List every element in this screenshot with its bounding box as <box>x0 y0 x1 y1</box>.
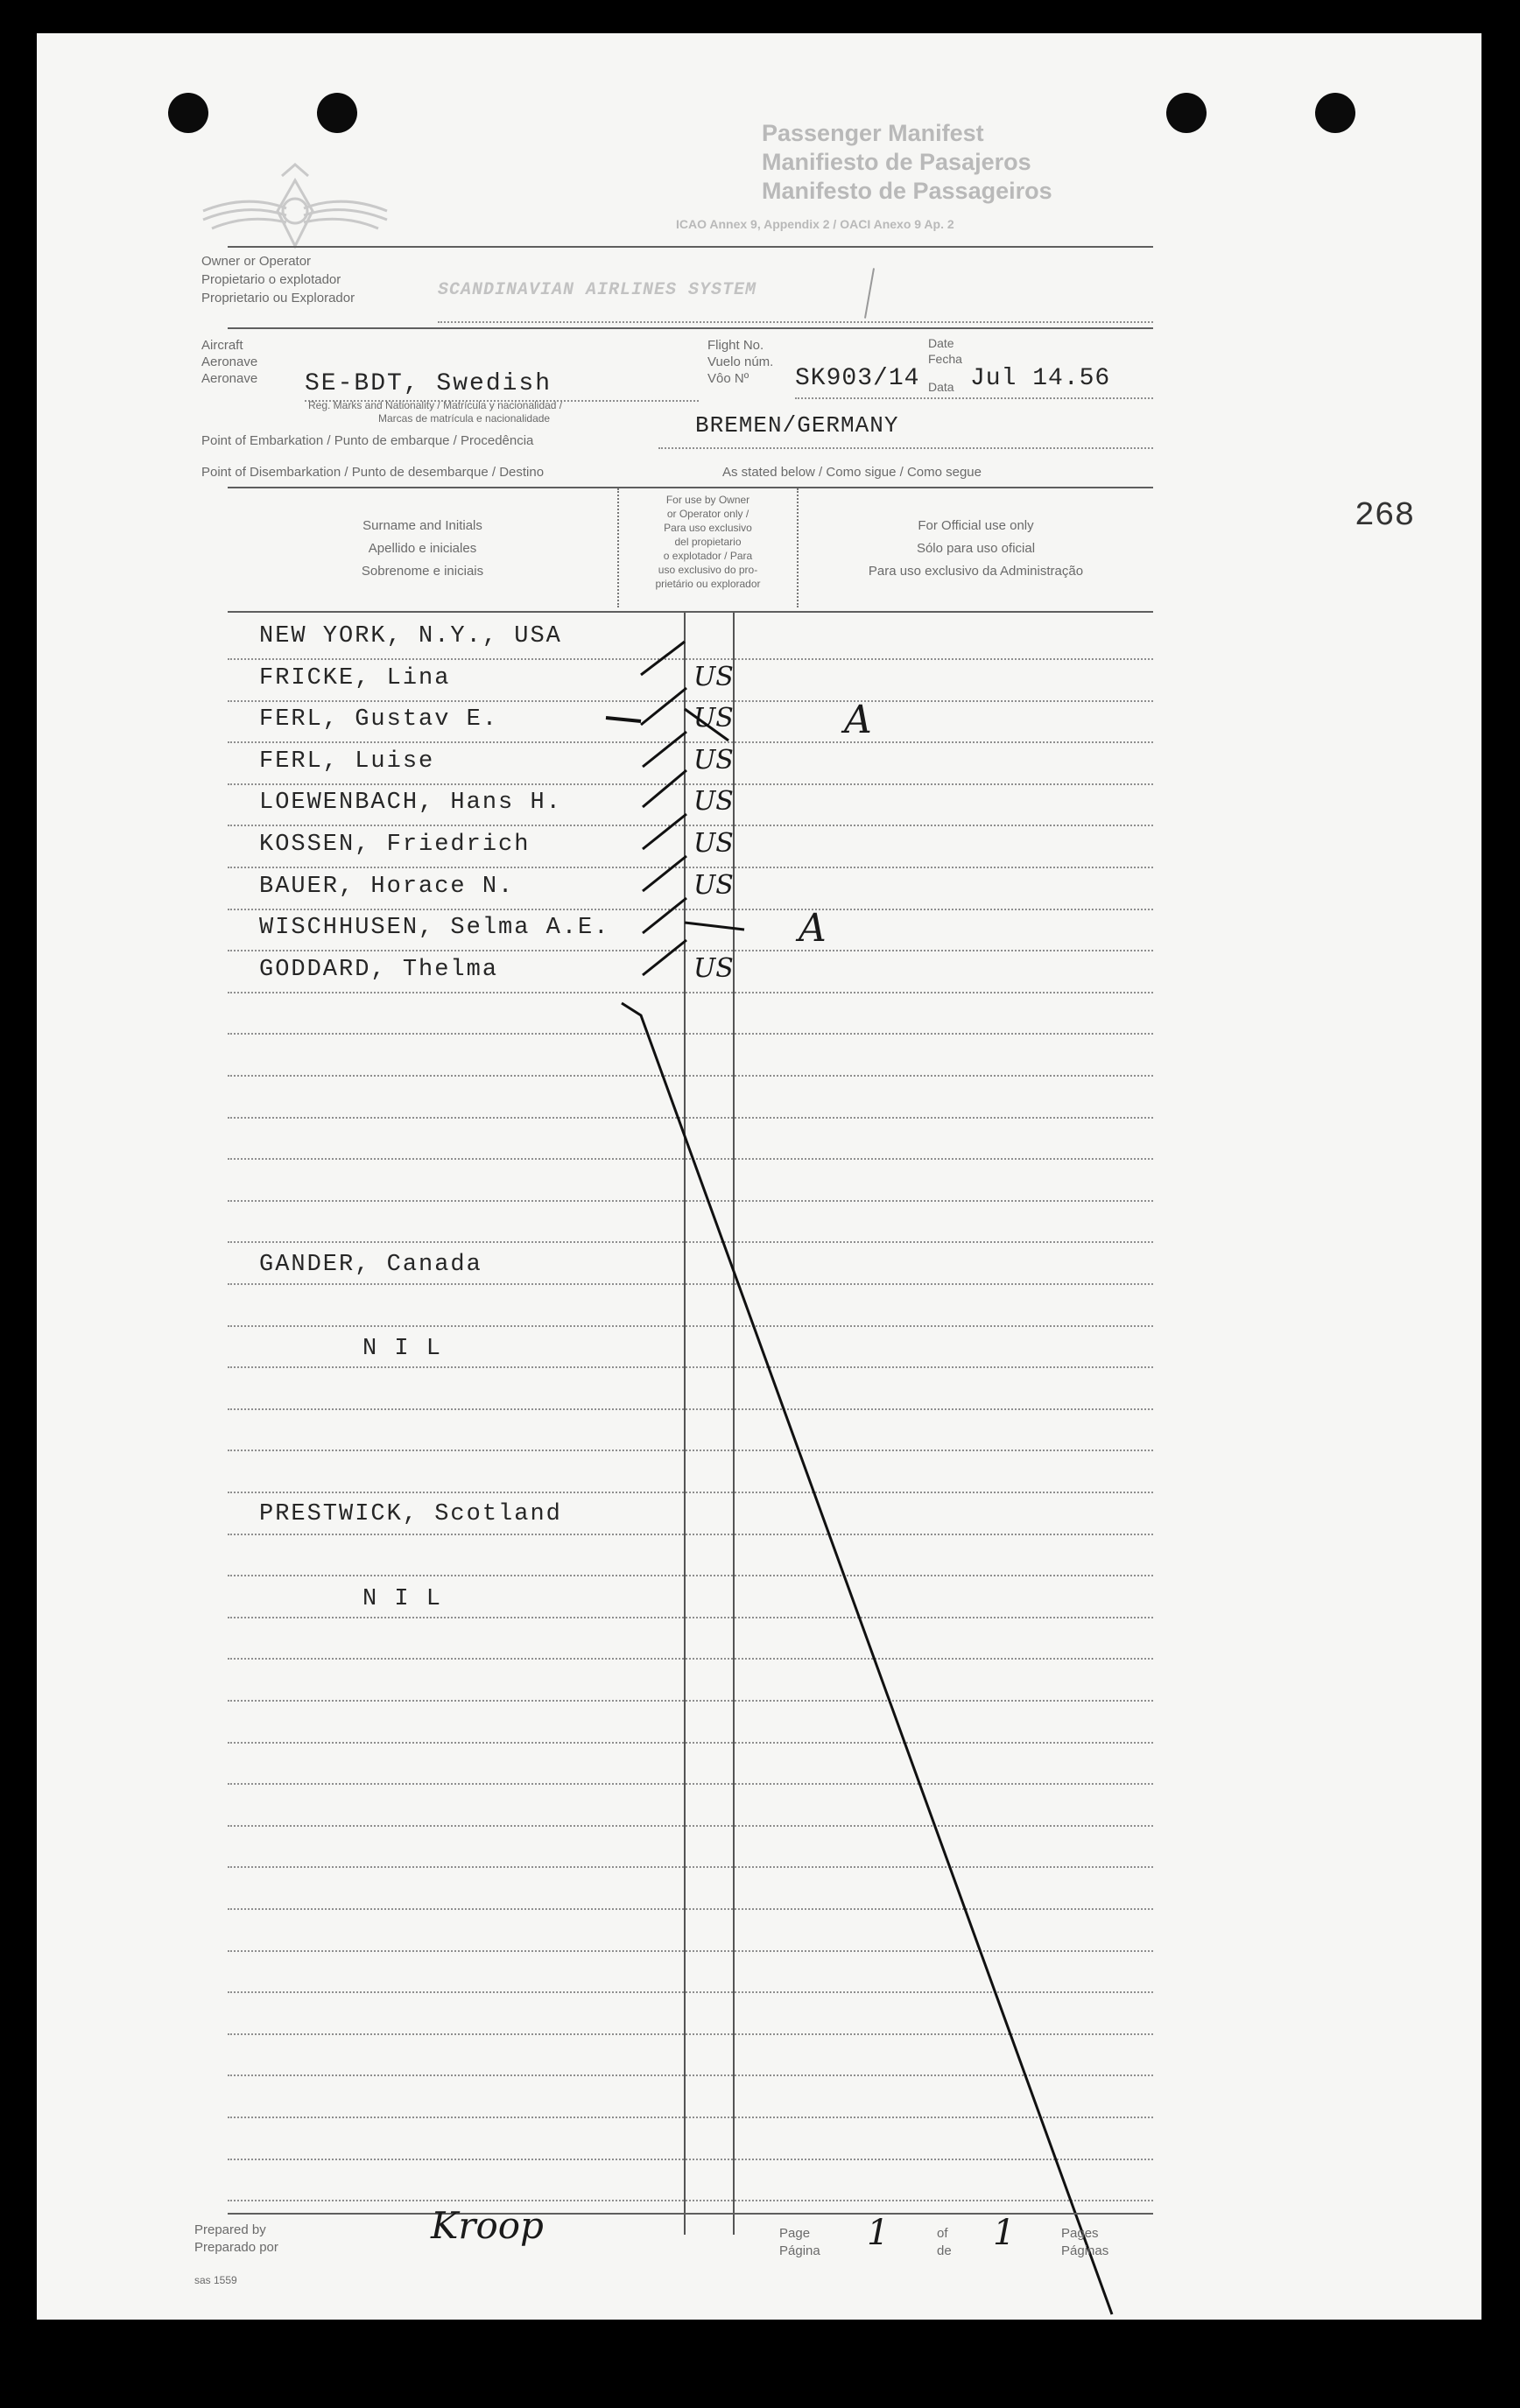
entry-text: FERL, Gustav E. <box>259 706 499 734</box>
stop-value: N I L <box>362 1586 443 1612</box>
signature: Kroop <box>431 2204 544 2247</box>
icao-reference: ICAO Annex 9, Appendix 2 / OACI Anexo 9 Ap. 2 <box>676 217 954 231</box>
stop-place: GANDER, Canada <box>259 1252 482 1278</box>
name-header-en: Surname and Initials <box>362 518 482 533</box>
aircraft-sublabel-pt: Marcas de matrícula e nacionalidade <box>378 412 551 425</box>
owner-label-pt: Proprietario ou Explorador <box>201 291 355 305</box>
entry-text: LOEWENBACH, Hans H. <box>259 790 562 817</box>
entry-text: KOSSEN, Friedrich <box>259 831 531 858</box>
aircraft-label-en: Aircraft <box>201 338 243 353</box>
page-value: 1 <box>867 2213 890 2253</box>
date-label-pt: Data <box>928 380 954 394</box>
aircraft-value: SE-BDT, Swedish <box>305 370 552 397</box>
entry-text: WISCHHUSEN, Selma A.E. <box>259 915 610 942</box>
embarkation-value: BREMEN/GERMANY <box>695 412 899 439</box>
pages-label-es: Páginas <box>1061 2243 1109 2258</box>
entry-mark: US <box>693 827 734 859</box>
entry-text: GODDARD, Thelma <box>259 956 499 983</box>
owner-use-3: Para uso exclusivo <box>664 522 752 534</box>
entry-mark: US <box>693 744 734 776</box>
owner-use-5: o explotador / Para <box>663 550 753 562</box>
entry-mark: US <box>693 786 734 818</box>
aircraft-sublabel-en: Reg. Marks and Nationality / Matrícula y nacionalidad / <box>308 399 563 411</box>
of-label-es: de <box>937 2243 952 2258</box>
entry-text: FERL, Luise <box>259 748 435 775</box>
entry-note: A <box>844 698 872 743</box>
page-label-en: Page <box>779 2226 811 2241</box>
title-line-en: Passenger Manifest <box>762 120 984 146</box>
aircraft-label-es: Aeronave <box>201 355 258 369</box>
hand-markings <box>37 33 1481 2320</box>
page-number: 268 <box>1355 497 1415 535</box>
aircraft-label-pt: Aeronave <box>201 371 258 386</box>
of-label <box>937 2225 952 2260</box>
name-header-es: Apellido e iniciales <box>368 541 477 556</box>
owner-use-4: del propietario <box>674 536 742 548</box>
form-code: sas 1559 <box>194 2274 237 2286</box>
prepared-label-en: Prepared by <box>194 2222 266 2237</box>
prepared-label-es: Preparado por <box>194 2240 278 2255</box>
disembarkation-label: Point of Disembarkation / Punto de desembarque / Destino <box>201 465 545 480</box>
owner-value: SCANDINAVIAN AIRLINES SYSTEM <box>438 280 757 300</box>
owner-use-1: For use by Owner <box>665 494 750 506</box>
name-header-pt: Sobrenome e iniciais <box>361 564 484 579</box>
stop-place: PRESTWICK, Scotland <box>259 1501 562 1527</box>
date-label-es: Fecha <box>928 352 962 366</box>
disembarkation-value: As stated below / Como sigue / Como segue <box>722 465 982 480</box>
owner-label-es: Propietario o explotador <box>201 272 341 287</box>
page-label-es: Página <box>779 2243 820 2258</box>
pages-label-en: Pages <box>1061 2226 1099 2241</box>
entry-mark: US <box>693 661 734 692</box>
entry-mark: US <box>693 952 734 984</box>
owner-use-6: uso exclusivo do pro- <box>658 564 758 576</box>
title-line-pt: Manifesto de Passageiros <box>762 178 1052 204</box>
owner-label-en: Owner or Operator <box>201 254 312 269</box>
flight-label-pt: Vôo Nº <box>707 371 749 386</box>
pages-label <box>1061 2225 1108 2260</box>
embarkation-label: Point of Embarkation / Punto de embarque / Procedência <box>201 433 534 448</box>
prepared-label <box>194 2222 278 2257</box>
pages-value: 1 <box>993 2213 1016 2253</box>
official-header-pt: Para uso exclusivo da Administração <box>868 564 1084 579</box>
page-label <box>779 2225 820 2260</box>
entry-text: NEW YORK, N.Y., USA <box>259 623 562 649</box>
owner-use-2: or Operator only / <box>666 508 749 520</box>
stop-value: N I L <box>362 1336 443 1362</box>
official-header-es: Sólo para uso oficial <box>916 541 1036 556</box>
entry-mark: US <box>693 869 734 901</box>
of-label-en: of <box>937 2226 948 2241</box>
flight-label-en: Flight No. <box>707 338 764 353</box>
owner-use-7: prietário ou explorador <box>655 578 761 590</box>
date-label-en: Date <box>928 336 954 350</box>
flight-value: SK903/14 <box>795 365 920 392</box>
official-header-en: For Official use only <box>918 518 1034 533</box>
entry-text: BAUER, Horace N. <box>259 873 515 900</box>
flight-label-es: Vuelo núm. <box>707 355 774 369</box>
manifest-sheet <box>37 33 1481 2320</box>
entry-mark: US <box>693 703 734 734</box>
date-value: Jul 14.56 <box>970 365 1111 392</box>
title-line-es: Manifiesto de Pasajeros <box>762 149 1031 175</box>
entry-note: A <box>799 906 827 951</box>
entry-text: FRICKE, Lina <box>259 664 451 692</box>
